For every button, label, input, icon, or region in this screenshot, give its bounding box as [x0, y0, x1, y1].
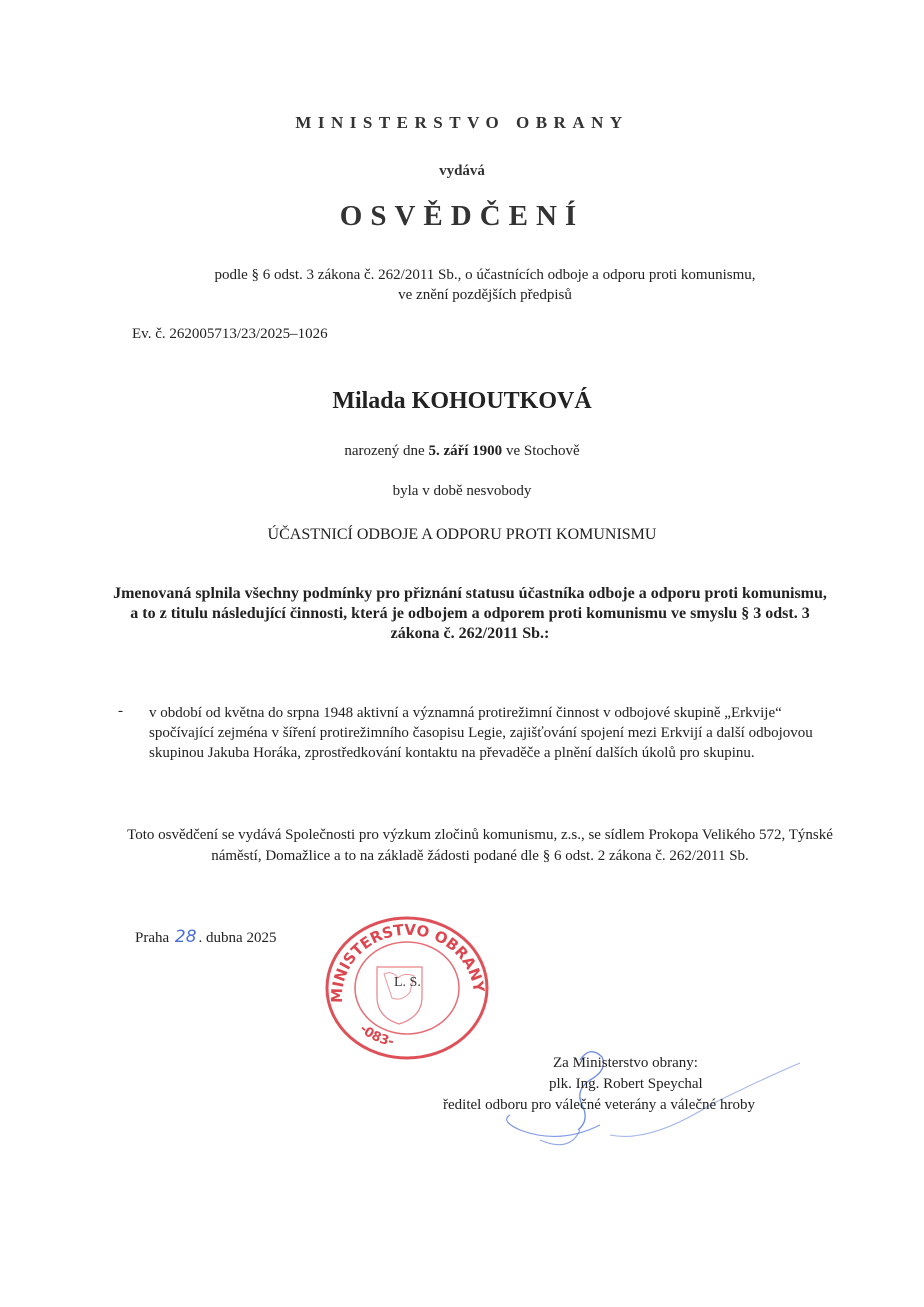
legal-basis [110, 265, 860, 305]
was-line: byla v době nesvobody [392, 483, 532, 499]
legal-basis-line2: ve znění pozdějších předpisů [398, 287, 572, 303]
date-rest: . dubna 2025 [198, 930, 277, 946]
ministry-heading: MINISTERSTVO OBRANY [295, 113, 629, 132]
activity-paragraph: v období od května do srpna 1948 aktivní a významná protirežimní činnost v odbojové skupině „Erkvije“ spočívající zejména v šíření protirežimního časopisu Legie, zajišťování spojení mezi Erkvijí a další odbojovou skupinou Jakuba Horáka, zprostředkování kontaktu na převaděče a plnění dalších úkolů pro skupinu. [149, 705, 813, 761]
document-title: OSVĚDČENÍ [339, 200, 585, 232]
date-city: Praha [135, 930, 170, 946]
conditions-paragraph: Jmenovaná splnila všechny podmínky pro přiznání statusu účastníka odboje a odporu proti komunismu, a to z titulu následující činnosti, která je odbojem a odporem proti komunismu ve smyslu § 3 odst. 3 zákona č. 262/2011 Sb.: [113, 585, 827, 642]
evidence-number: Ev. č. 262005713/23/2025–1026 [132, 326, 328, 342]
date-line [135, 927, 276, 947]
signature-for-line: Za Ministerstvo obrany: [553, 1055, 698, 1071]
stamp-top-text: MINISTERSTVO OBRANY [327, 920, 488, 1004]
born-suffix: ve Stochově [505, 443, 580, 459]
issued-paragraph: Toto osvědčení se vydává Společnosti pro výzkum zločinů komunismu, z.s., se sídlem Prokopa Velikého 572, Týnské náměstí, Domažlice a to na základě žádosti podané dle § 6 odst. 2 zákona č. 262/2011 Sb. [127, 827, 833, 864]
list-dash: - [118, 703, 123, 719]
stamp-ls: L. S. [394, 975, 421, 990]
ministry-stamp [322, 912, 492, 1062]
issues-label: vydává [439, 163, 485, 179]
person-name: Milada KOHOUTKOVÁ [332, 388, 592, 414]
signatory-name: plk. Ing. Robert Speychal [549, 1076, 703, 1092]
legal-basis-line1: podle § 6 odst. 3 zákona č. 262/2011 Sb., o účastnících odboje a odporu proti komunismu, [214, 267, 756, 283]
birth-info [0, 443, 924, 460]
handwritten-day: 28 [174, 927, 197, 947]
signatory-role: ředitel odboru pro válečné veterány a válečné hroby [443, 1097, 755, 1113]
signature-scribble [480, 1035, 820, 1155]
born-prefix: narozený dne [344, 443, 425, 459]
status-line: ÚČASTNICÍ ODBOJE A ODPORU PROTI KOMUNISMU [267, 526, 657, 543]
stamp-bottom-text: -083- [356, 1021, 395, 1050]
born-date: 5. září 1900 [428, 443, 503, 459]
